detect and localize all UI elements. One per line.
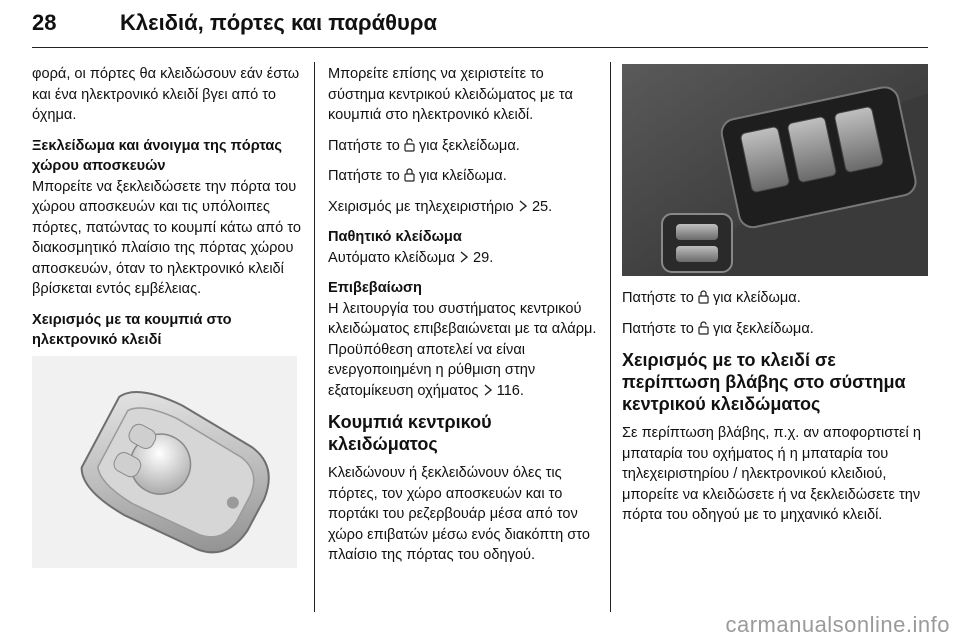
reference-arrow-icon	[518, 200, 528, 212]
column-1	[32, 64, 308, 351]
column-divider-1	[314, 62, 315, 612]
lock-suffix: για κλείδωμα.	[713, 290, 801, 306]
site-watermark: carmanualsonline.info	[725, 612, 950, 637]
lock-suffix: για κλείδωμα.	[419, 168, 507, 184]
confirmation-heading: Επιβεβαίωση	[328, 280, 422, 296]
unlock-instruction	[328, 136, 600, 157]
page-title: Κλειδιά, πόρτες και παράθυρα	[120, 10, 437, 35]
passive-locking-paragraph	[328, 248, 600, 269]
tailgate-paragraph: Μπορείτε να ξεκλειδώσετε την πόρτα του χώρου αποσκευών και τις υπόλοιπες πόρτες, πατώντας το κουμπί κάτω από το διακοσμητικό πλαίσιο της πόρτας χώρου αποσκευών, όταν το ηλεκτρονικό κλειδί βρίσκεται εντός εμβέλειας.	[32, 178, 301, 297]
electronic-key-photo	[32, 356, 297, 568]
press-label: Πατήστε το	[622, 290, 694, 306]
passive-page-ref[interactable]: 29.	[473, 249, 494, 266]
central-locking-buttons-heading: Κουμπιά κεντρικού κλειδώματος	[328, 412, 492, 454]
reference-arrow-icon	[483, 384, 493, 396]
remote-page-ref[interactable]: 25.	[531, 198, 553, 215]
passive-text: Αυτόματο κλείδωμα	[328, 249, 455, 266]
page-header	[32, 2, 928, 44]
lock-instruction	[328, 166, 600, 187]
lock-instruction	[622, 288, 928, 309]
lock-icon	[404, 168, 415, 182]
column-2	[328, 64, 600, 576]
fault-operation-heading: Χειρισμός με το κλειδί σε περίπτωση βλάβης στο σύστημα κεντρικού κλειδώματος	[622, 350, 906, 414]
unlock-icon	[404, 138, 415, 152]
unlock-suffix: για ξεκλείδωμα.	[713, 320, 814, 337]
press-label: Πατήστε το	[328, 137, 400, 154]
unlock-icon	[698, 321, 709, 335]
page-number: 28	[32, 10, 57, 35]
remote-text: Χειρισμός με τηλεχειριστήριο	[328, 198, 514, 215]
intro-paragraph: φορά, οι πόρτες θα κλειδώσουν εάν έστω και ένα ηλεκτρονικό κλειδί βγει από το όχημα.	[32, 66, 300, 123]
key-fob-illustration	[32, 356, 297, 568]
confirmation-text: Η λειτουργία του συστήματος κεντρικού κλειδώματος επιβεβαιώνεται με τα αλάρμ. Προϋπόθεση αποτελεί να είναι ενεργοποιημένη η ρύθμιση στην εξατομίκευση οχήματος	[328, 300, 597, 399]
central-locking-buttons-paragraph: Κλειδώνουν ή ξεκλειδώνουν όλες τις πόρτες, τον χώρο αποσκευών και το πορτάκι του ρεζερβουάρ μέσα από τον χώρο επιβατών μέσω ενός διακόπτη στο πλαίσιο της πόρτας του οδηγού.	[328, 465, 590, 563]
column-divider-2	[610, 62, 611, 612]
tailgate-heading: Ξεκλείδωμα και άνοιγμα της πόρτας χώρου αποσκευών	[32, 137, 282, 174]
fault-operation-paragraph: Σε περίπτωση βλάβης, π.χ. αν αποφορτιστεί η μπαταρία του οχήματος ή η μπαταρία του τηλεχειριστηρίου / ηλεκτρονικού κλειδιού, μπορείτε να κλειδώσετε ή να ξεκλειδώσετε την πόρτα του οδηγού με το μηχανικό κλειδί.	[622, 425, 921, 523]
remote-control-reference	[328, 197, 600, 218]
press-label: Πατήστε το	[622, 320, 694, 337]
press-label: Πατήστε το	[328, 168, 400, 184]
column-3	[622, 288, 928, 536]
door-switch-photo	[622, 64, 928, 276]
passive-locking-heading: Παθητικό κλείδωμα	[328, 229, 462, 245]
lock-icon	[698, 290, 709, 304]
central-locking-paragraph: Μπορείτε επίσης να χειριστείτε το σύστημα κεντρικού κλειδώματος με τα κουμπιά στο ηλεκτρονικό κλειδί.	[328, 66, 573, 123]
confirmation-page-ref[interactable]: 116.	[496, 382, 524, 399]
header-divider	[32, 47, 928, 48]
unlock-instruction	[622, 319, 928, 340]
unlock-suffix: για ξεκλείδωμα.	[419, 137, 520, 154]
key-buttons-heading: Χειρισμός με τα κουμπιά στο ηλεκτρονικό κλειδί	[32, 311, 232, 348]
confirmation-paragraph	[328, 299, 600, 402]
reference-arrow-icon	[459, 251, 469, 263]
door-panel-illustration	[622, 64, 928, 276]
